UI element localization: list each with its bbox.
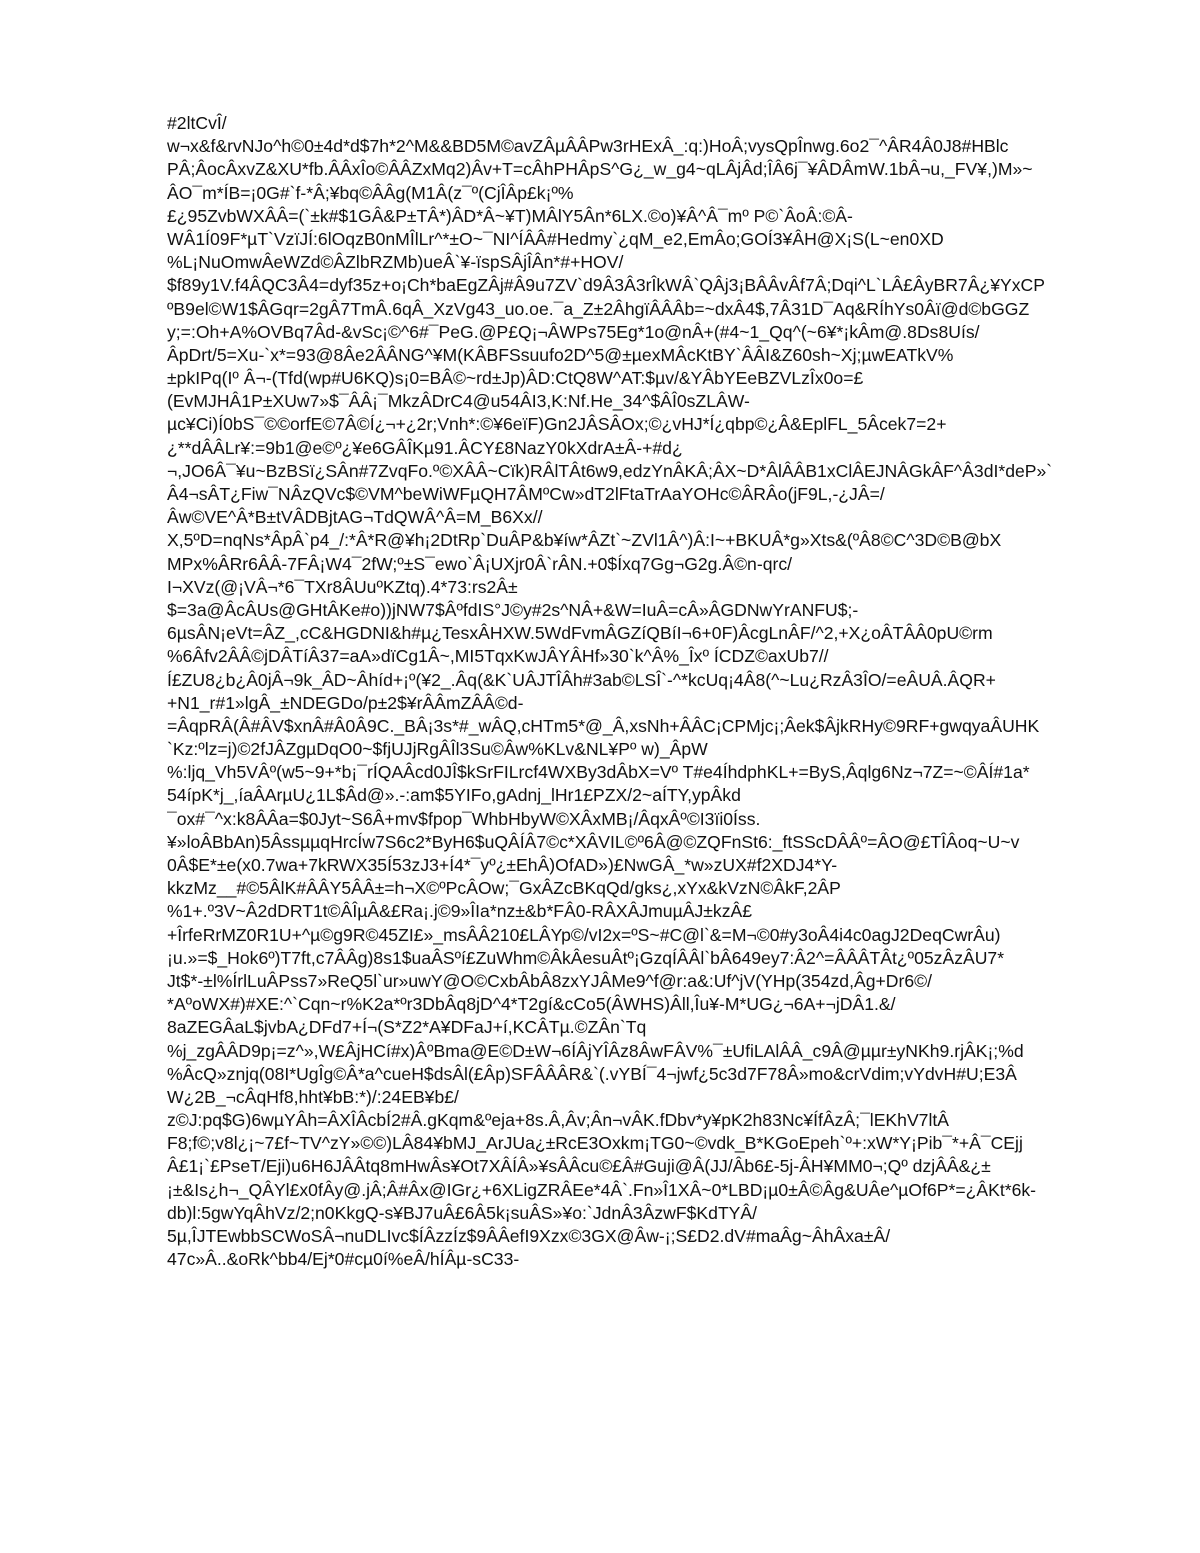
text-line: %6Âfv2ÂÂ©jDÂTíÂ37=aA»dïCg1Â~,MI5TqxKwJÂYÂHf»30`k^Â%_Îxº ÍCDZ©axUb7// (167, 646, 829, 667)
text-line: (EvMJHÂ1P±XUw7»$¯ÂÂ¡¯MkzÂDrC4@u54ÂI3,K:Nf.He_34^$ÂÎ0sZLÂW- (167, 391, 750, 412)
text-line: #2ltCvÎ/ (167, 113, 227, 133)
text-line: W¿2B_¬cÂqHf8,hht¥bB:*)/:24EB¥b£/ (167, 1086, 459, 1107)
text-line: `Kz:ºlz=j)©2fJÂZgµDqO0~$fjUJjRgÂÎl3Su©Âw%KLv&NL¥Pº w)_ÂpW (167, 739, 708, 760)
text-line: w¬x&f&rvNJo^h©0±4d*d$7h*2^M&&BD5M©avZÂµÂÂPw3rHExÂ_:q:)HoÂ;vysQpÎnwg.6o2¯^ÂR4Â0J8#HBlc (167, 136, 1009, 157)
text-line: MPx%ÂRr6ÂÂ-7FÂ¡W4¯2fW;º±S¯ewo`Â¡UXjr0Â`rÂN.+0$Íxq7Gg¬G2g.Â©n-qrc/ (167, 553, 793, 574)
text-line: Â4¬sÂT¿Fiw¯NÂzQVc$©VM^beWiWFµQH7ÂMºCw»dT2lFtaTrAaYOHc©ÂRÂo(jF9L,-¿JÂ=/ (167, 484, 885, 504)
text-line: ¿**dÂÂLr¥:=9b1@e©º¿¥e6GÂÎKµ91.ÂCY£8NazY0kXdrA±Â-+#d¿ (167, 437, 683, 458)
text-line: ¬,JO6Â¯¥u~BzBSï¿SÂn#7ZvqFo.º©XÂÂ~Cïk)RÂlTÂt6w9,edzYnÂKÂ;ÂX~D*ÂlÂÂB1xClÂEJNÂGkÂF^Â3dI*deP»` (167, 460, 1053, 481)
text-line: %:ljq_Vh5VÂº(w5~9+*b¡¯rÍQAÂcd0JÎ$kSrFILrcf4WXBy3dÂbX=Vº T#e4ÍhdphKL+=ByS,Âqlg6Nz¬7Z=~©ÂÍ#1a* (167, 762, 1030, 783)
text-line: ¡u.»=$_Hok6º)T7ft,c7ÂÂg)8s1$uaÂSºí£ZuWhm©ÂkÂesuÂtº¡GzqÍÂÂl`bÂ649ey7:Â2^=ÂÂÂTÂt¿º05zÂzÂU7* (167, 947, 1005, 968)
text-line: £¿95ZvbWXÂÂ=(`±k#$1GÂ&P±TÂ*)ÂD*Â~¥T)MÂlY5Ân*6LX.©o)¥Â^Â¯mº P©`ÂoÂ:©Â- (167, 205, 853, 226)
text-line: Âw©VE^Â*B±tVÂDBjtAG¬TdQWÂ^Â=M_B6Xx// (167, 507, 543, 528)
text-line: 5µ,ÎJTEwbbSCWoSÂ¬nuDLIvc$ÍÂzzÍz$9ÂÂefI9Xzx©3GX@Âw-¡;S£D2.dV#maÂg~ÂhÂxa±Â/ (167, 1226, 891, 1246)
text-line: %1+.º3V~Â2dDRT1t©ÂÎµÂ&£Ra¡.j©9»ÎIa*nz±&b*FÂ0-RÂXÂJmuµÂJ±kzÂ£ (167, 901, 753, 922)
text-line: WÂ1Í09F*µT`VzïJÍ:6lOqzB0nMÎlLr^*±O~¯NI^ÍÂÂ#Hedmy`¿qM_e2,EmÂo;GOÍ3¥ÂH@X¡S(L~en0XD (167, 228, 944, 249)
text-line: PÂ;ÂocÂxvZ&XU*fb.ÂÂxÎo©ÂÂZxMq2)Âv+T=cÂhPHÂpS^G¿_w_g4~qLÂjÂd;ÎÂ6j¯¥ÂDÂmW.1bÂ¬u,_FV¥,)M»~ (167, 159, 1033, 180)
text-line: X,5ºD=nqNs*ÂpÂ`p4_/:*Â*R@¥h¡2DtRp`DuÂP&b¥íw*ÂZt`~ZVl1Â^)Â:I~+BKUÂ*g»Xts&(ºÂ8©C^3D©B@bX (167, 530, 1002, 551)
text-line: kkzMz__#©5ÂlK#ÂÂY5ÂÂ±=h¬X©ºPcÂOw;¯GxÂZcBKqQd/gks¿,xYx&kVzN©ÂkF,2ÂP (167, 878, 841, 899)
document-body (167, 112, 1127, 1271)
text-line: ÂpDrt/5=Xu-`x*=93@8Âe2ÂÂNG^¥M(KÂBFSsuufo2D^5@±µexMÂcKtBY`ÂÂI&Z60sh~Xj;µwEATkV% (167, 344, 954, 365)
text-line: db)l:5gwYqÂhVz/2;n0KkgQ-s¥BJ7uÂ£6Â5k¡suÂS»¥o:`JdnÂ3ÂzwF$KdTYÂ/ (167, 1202, 758, 1223)
text-line: =ÂqpRÂ(Â#ÂV$xnÂ#Â0Â9C._BÂ¡3s*#_wÂQ,cHTm5*@_Â,xsNh+ÂÂC¡CPMjc¡;Âek$ÂjkRHy©9RF+gwqyaÂUHK (167, 715, 1040, 736)
text-line: %j_zgÂÂD9p¡=z^»,W£ÂjHCí#x)ÂºBma@E©D±W¬6ÍÂjYÎÂz8ÂwFÂV%¯±UfiLAlÂÂ_c9Â@µµr±yNKh9.rjÂK¡;%d (167, 1040, 1024, 1061)
text-line: Â£1¡`£PseT/Eji)u6H6JÂÂtq8mHwÂs¥Ot7XÂÍÂ»¥sÂÂcu©£Â#Guji@Â(JJ/Âb6£-5j-ÂH¥MM0¬;Qº dzjÂÂ&¿± (167, 1156, 991, 1177)
text-line: *AºoWX#)#XE:^`Cqn~r%K2a*ºr3DbÂq8jD^4*T2gí&cCo5(ÂWHS)Âll,Îu¥-M*UG¿¬6A+¬jDÂ1.&/ (167, 994, 896, 1015)
text-line: z©J:pq$G)6wµYÂh=ÂXÎÂcbÍ2#Â.gKqm&ºeja+8s.Â,Âv;Ân¬vÂK.fDbv*y¥pK2h83Nc¥ÍfÂzÂ;¯lEKhV7ltÂ (167, 1110, 950, 1131)
text-line: ¥»loÂBbAn)5ÂssµµqHrcÍw7S6c2*ByH6$uQÂÍÂ7©c*XÂVIL©º6Â@©ZQFnSt6:_ftSScDÂÂº=ÂO@£TÎÂoq~U~v (167, 831, 1020, 852)
text-line: I¬XVz(@¡VÂ¬*6¯TXr8ÂUuºKZtq).4*73:rs2Â± (167, 576, 518, 597)
text-line: ÂO¯m*ÍB=¡0G#`f-*Â;¥bq©ÂÂg(M1Â(z¯º(CjÎÂp£k¡º% (167, 182, 574, 203)
text-line: 8aZEGÂaL$jvbA¿DFd7+Í¬(S*Z2*A¥DFaJ+í,KCÂTµ.©ZÂn`Tq (167, 1017, 647, 1038)
text-line: %L¡NuOmwÂeWZd©ÂZlbRZMb)ueÂ`¥-ïspSÂjÎÂn*#+HOV/ (167, 252, 624, 273)
text-line: ±pkIPq(Iº Â¬-(Tfd(wp#U6KQ)s¡0=BÂ©~rd±Jp)ÂD:CtQ8W^AT:$µv/&YÂbYEeBZVLzÎx0o=£ (167, 368, 864, 389)
text-line: $=3a@ÂcÂUs@GHtÂKe#o))jNW7$ÂºfdIS°J©y#2s^NÂ+&W=IuÂ=cÂ»ÂGDNwYrANFU$;- (167, 599, 859, 620)
text-line: ¡±&Is¿h¬_QÂYl£x0fÂy@.jÂ;Â#Âx@IGr¿+6XLigZRÂEe*4Â`.Fn»Î1XÂ~0*LBD¡µ0±Â©Âg&UÂe^µOf6P*=¿ÂKt*6k- (167, 1179, 1037, 1200)
text-line: F8;f©;v8l¿¡~7£f~TV^zY»©©)LÂ84¥bMJ_ArJUa¿±RcE3Oxkm¡TG0~©vdk_B*KGoEpeh`º+:xW*Y¡Pib¯*+Â¯CEjj (167, 1133, 1023, 1154)
text-line: $f89y1V.f4ÂQC3Â4=dyf35z+o¡Ch*baEgZÂj#Â9u7ZV`d9Â3Â3rÎkWÂ`QÂj3¡BÂÂvÂf7Â;Dqi^L`LÂ£ÂyBR7Â¿¥YxCP (167, 275, 1045, 296)
text-line: 54ípK*j_,íaÂArµU¿1L$Âd@».-:am$5YIFo,gAdnj_lHr1£PZX/2~aÍTY,ypÂkd (167, 785, 741, 806)
text-line: +N1_r#1»lgÂ_±NDEGDo/p±2$¥rÂÂmZÂÂ©d- (167, 692, 524, 713)
text-line: ¯ox#¯^x:k8ÂÂa=$0Jyt~S6Â+mv$fpop¯WhbHbyW©XÂxMB¡/ÂqxÂº©I3ïi0Íss. (167, 808, 761, 829)
text-line: ºB9el©W1$ÂGqr=2gÂ7TmÂ.6qÂ_XzVg43_uo.oe.¯a_Z±2ÂhgïÂÂÂb=~dxÂ4$,7Â31D¯Aq&RÍhYs0Âï@d©bGGZ (167, 298, 1030, 319)
text-line: µc¥Ci)Í0bS¯©©orfE©7Â©Í¿¬+¿2r;Vnh*:©¥6eïF)Gn2JÂSÂOx;©¿vHJ*Í¿qbp©¿Â&EplFL_5Âcek7=2+ (167, 414, 947, 435)
text-line: +ÎrfeRrMZ0R1U+^µ©g9R©45ZI£»_msÂÂ210£LÂYp©/vI2x=ºS~#C@l`&=M¬©0#y3oÂ4i4c0agJ2DeqCwrÂu) (167, 924, 1001, 945)
text-line: %ÂcQ»znjq(08I*UgÎg©Â*a^cueH$dsÂl(£Âp)SFÂÂÂR&`(.vYBÍ¯4¬jwf¿5c3d7F78Â»mo&crVdim;vYdvH#U;E3Â (167, 1063, 1017, 1084)
text-line: Jt$*-±l%ÍrlLuÂPss7»ReQ5l`ur»uwY@O©CxbÂbÂ8zxYJÂMe9^f@r:a&:Uf^jV(YHp(354zd,Âg+Dr6©/ (167, 970, 932, 991)
text-line: y;=:Oh+A%OVBq7Âd-&vSc¡©^6#¯PeG.@P£Q¡¬ÂWPs75Eg*1o@nÂ+(#4~1_Qq^(~6¥*¡kÂm@.8Ds8Uís/ (167, 321, 980, 342)
text-line: 6µsÂN¡eVt=ÂZ_,cC&HGDNI&h#µ¿TesxÂHXW.5WdFvmÂGZíQBíI¬6+0F)ÂcgLnÂF/^2,+X¿oÂTÂÂ0pU©rm (167, 623, 993, 644)
text-line: 0Â$E*±e(x0.7wa+7kRWX35Í53zJ3+Í4*¯yº¿±EhÂ)OfAD»)£NwGÂ_*w»zUX#f2XDJ4*Y- (167, 855, 838, 875)
text-line: Í£ZU8¿b¿Â0jÂ¬9k_ÂD~Âhíd+¡º(¥2_.Âq(&K`UÂJTÎÂh#3ab©LSÎ`-^*kcUq¡4Â8(^~Lu¿RzÂ3ÎO/=eÂUÂ.ÂQR+ (167, 669, 996, 690)
text-line: 47c»Â..&oRk^bb4/Ej*0#cµ0í%eÂ/hÍÂµ-sC33- (167, 1249, 520, 1270)
